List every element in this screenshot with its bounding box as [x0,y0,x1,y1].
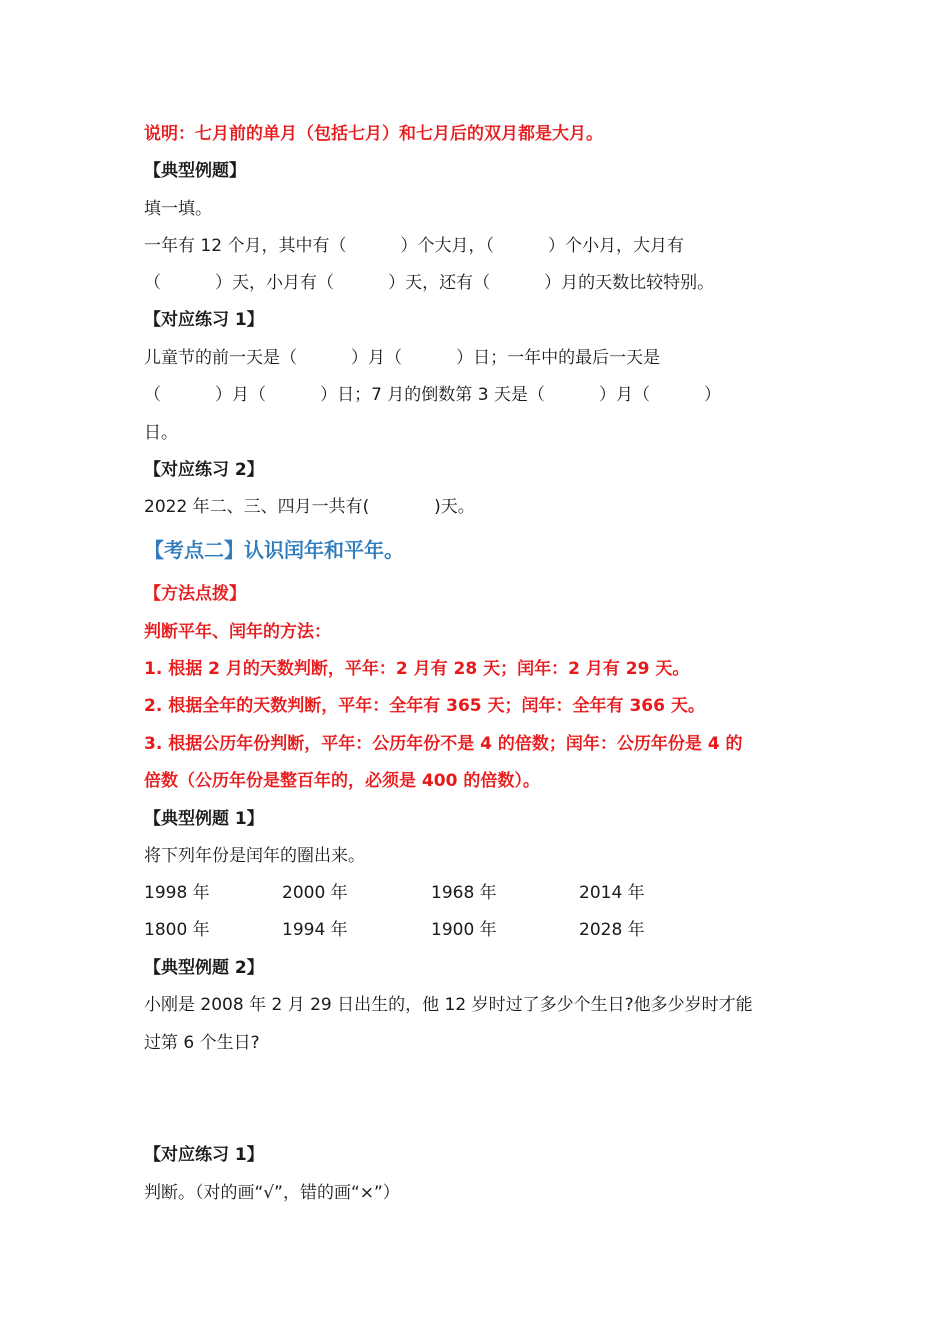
example-1-heading: 【典型例题 1】 [144,809,264,829]
practice-3-heading: 【对应练习 1】 [144,1145,264,1165]
practice-3-line: 判断。（对的画“√”，错的画“×”） [144,1183,400,1203]
practice-1-heading: 【对应练习 1】 [144,310,264,330]
year-item: 2014 年 [579,883,645,903]
practice-1-line: 日。 [144,423,178,443]
example-1-instruction: 将下列年份是闰年的圈出来。 [144,846,365,866]
example-instruction: 填一填。 [144,199,212,219]
example-2-line: 过第 6 个生日? [144,1033,260,1053]
year-item: 2028 年 [579,920,645,940]
example-question-line: 一年有 12 个月，其中有（ ）个大月，（ ）个小月，大月有 [144,236,685,256]
method-rule: 1. 根据 2 月的天数判断，平年：2 月有 28 天；闰年：2 月有 29 天。 [144,659,690,679]
year-item: 1968 年 [431,883,497,903]
year-item: 1998 年 [144,883,210,903]
example-2-heading: 【典型例题 2】 [144,958,264,978]
method-rule: 3. 根据公历年份判断，平年：公历年份不是 4 的倍数；闰年：公历年份是 4 的 [144,734,743,754]
practice-1-line: （ ）月（ ）日；7 月的倒数第 3 天是（ ）月（ ） [144,385,721,405]
year-item: 1800 年 [144,920,210,940]
example-2-line: 小刚是 2008 年 2 月 29 日出生的，他 12 岁时过了多少个生日?他多少岁时才能 [144,995,753,1015]
year-item: 1900 年 [431,920,497,940]
year-item: 1994 年 [282,920,348,940]
example-question-line: （ ）天，小月有（ ）天，还有（ ）月的天数比较特别。 [144,273,715,293]
practice-2-line: 2022 年二、三、四月一共有( )天。 [144,497,475,517]
example-heading: 【典型例题】 [144,161,246,181]
method-rule: 倍数（公历年份是整百年的，必须是 400 的倍数）。 [144,771,540,791]
practice-2-heading: 【对应练习 2】 [144,460,264,480]
method-rule: 2. 根据全年的天数判断，平年：全年有 365 天；闰年：全年有 366 天。 [144,696,705,716]
method-intro: 判断平年、闰年的方法： [144,622,331,642]
big-month-note: 说明：七月前的单月（包括七月）和七月后的双月都是大月。 [144,124,603,144]
section-2-title: 【考点二】认识闰年和平年。 [144,538,404,562]
year-item: 2000 年 [282,883,348,903]
method-heading: 【方法点拨】 [144,584,246,604]
practice-1-line: 儿童节的前一天是（ ）月（ ）日；一年中的最后一天是 [144,348,661,368]
